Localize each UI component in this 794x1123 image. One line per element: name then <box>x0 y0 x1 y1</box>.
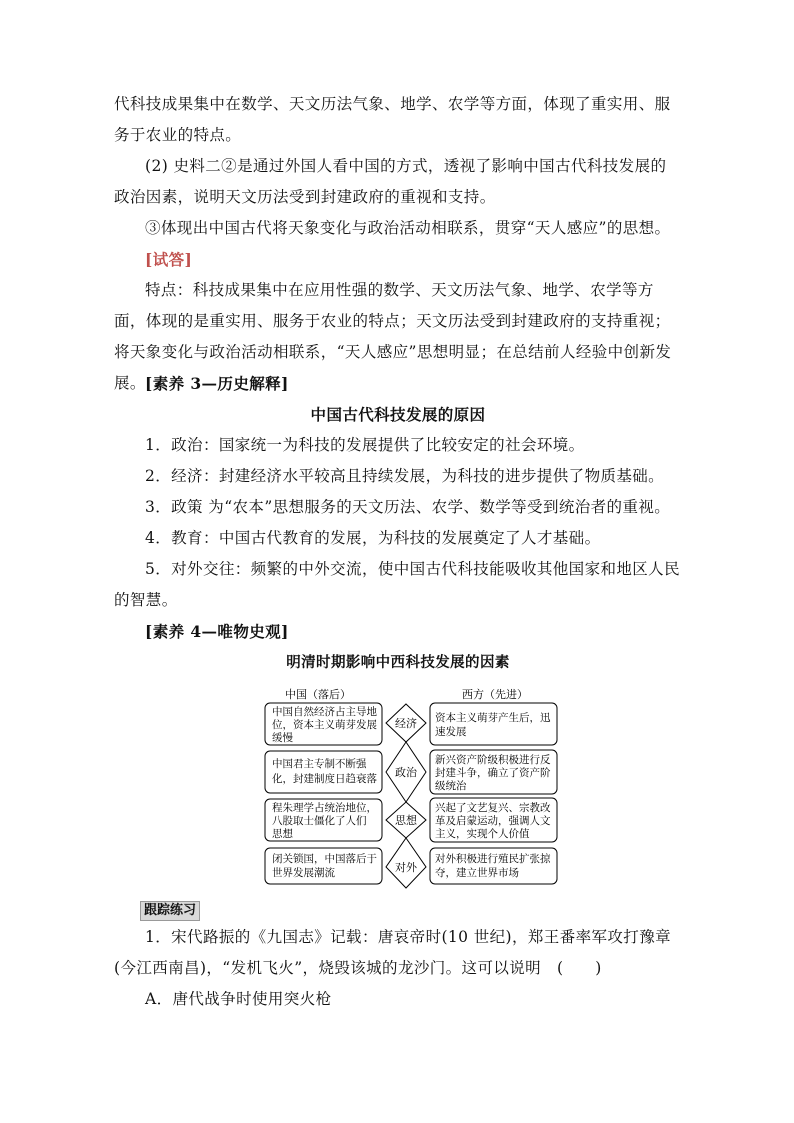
practice-tag-label: 跟踪练习 <box>140 901 200 921</box>
diagram-title: 明清时期影响中西科技发展的因素 <box>286 654 510 671</box>
center-label: 思想 <box>395 814 417 827</box>
section-3-title: 中国古代科技发展的原因 <box>310 405 486 424</box>
left-line: 八股取士僵化了人们 <box>272 815 367 827</box>
section-4-label: [素养 4—唯物史观] <box>145 622 289 641</box>
right-line: 兴起了文艺复兴、宗教改 <box>435 802 551 814</box>
answer-label: [试答] <box>145 250 193 269</box>
reason-3: 3．政策 为“农本”思想服务的天文历法、农学、数学等受到统治者的重视。 <box>145 498 671 516</box>
left-line: 中国自然经济占主导地 <box>272 706 377 718</box>
right-line: 革及启蒙运动，强调人文 <box>435 815 551 827</box>
right-line: 速发展 <box>435 726 467 738</box>
left-line: 中国君主专制不断强 <box>272 758 367 770</box>
left-line: 化，封建制度日趋衰落 <box>272 773 377 785</box>
practice-tag <box>140 899 200 921</box>
right-line: 夺，建立世界市场 <box>435 867 519 879</box>
left-line: 思想 <box>272 828 293 840</box>
right-line: 封建斗争，确立了资产阶 <box>435 767 551 779</box>
left-line: 缓慢 <box>272 732 293 744</box>
right-line: 对外积极进行殖民扩张掠 <box>435 853 551 865</box>
left-line: 程朱理学占统治地位， <box>272 802 377 814</box>
section-3-label: [素养 3—历史解释] <box>145 374 289 393</box>
paragraph-1: 代科技成果集中在数学、天文历法气象、地学、农学等方面，体现了重实用、服务于农业的特点。 <box>114 95 671 144</box>
right-header: 西方（先进） <box>462 688 528 701</box>
question-1: 1．宋代路振的《九国志》记载：唐哀帝时(10 世纪)，郑王番率军攻打豫章(今江西南昌)，“发机飞火”，烧毁该城的龙沙门。这可以说明 ( ) <box>114 928 672 977</box>
center-label: 经济 <box>395 717 417 730</box>
reason-1: 1．政治：国家统一为科技的发展提供了比较安定的社会环境。 <box>145 436 585 454</box>
left-line: 闭关锁国，中国落后于 <box>272 853 377 865</box>
right-box-economy <box>430 703 557 745</box>
right-line: 新兴资产阶级积极进行反 <box>435 754 551 766</box>
reason-4: 4．教育：中国古代教育的发展，为科技的发展奠定了人才基础。 <box>145 529 601 547</box>
option-a: A．唐代战争时使用突火枪 <box>145 990 332 1008</box>
right-line: 主义，实现个人价值 <box>435 828 530 840</box>
center-label: 对外 <box>395 861 417 874</box>
right-line: 资本主义萌芽产生后，迅 <box>435 712 551 724</box>
reason-2: 2．经济：封建经济水平较高且持续发展，为科技的进步提供了物质基础。 <box>145 467 665 485</box>
left-header: 中国（落后） <box>285 688 351 701</box>
left-line: 位，资本主义萌芽发展 <box>272 719 377 731</box>
paragraph-3: ③体现出中国古代将天象变化与政治活动相联系，贯穿“天人感应”的思想。 <box>145 219 671 237</box>
right-line: 级统治 <box>435 780 467 792</box>
center-label: 政治 <box>395 766 417 779</box>
left-line: 世界发展潮流 <box>272 867 335 879</box>
center-diamonds <box>386 704 426 888</box>
answer-paragraph: 特点：科技成果集中在应用性强的数学、天文历法气象、地学、农学等方面，体现的是重实用、服务于农业的特点；天文历法受到封建政府的支持重视；将天象变化与政治活动相联系，“天人感应”思想明显；在总结前人经验中创新发展。 <box>114 281 672 392</box>
reason-5: 5．对外交往：频繁的中外交流，使中国古代科技能吸收其他国家和地区人民的智慧。 <box>114 560 680 609</box>
paragraph-2: (2) 史料二②是通过外国人看中国的方式，透视了影响中国古代科技发展的政治因素，说明天文历法受到封建政府的重视和支持。 <box>114 157 667 206</box>
